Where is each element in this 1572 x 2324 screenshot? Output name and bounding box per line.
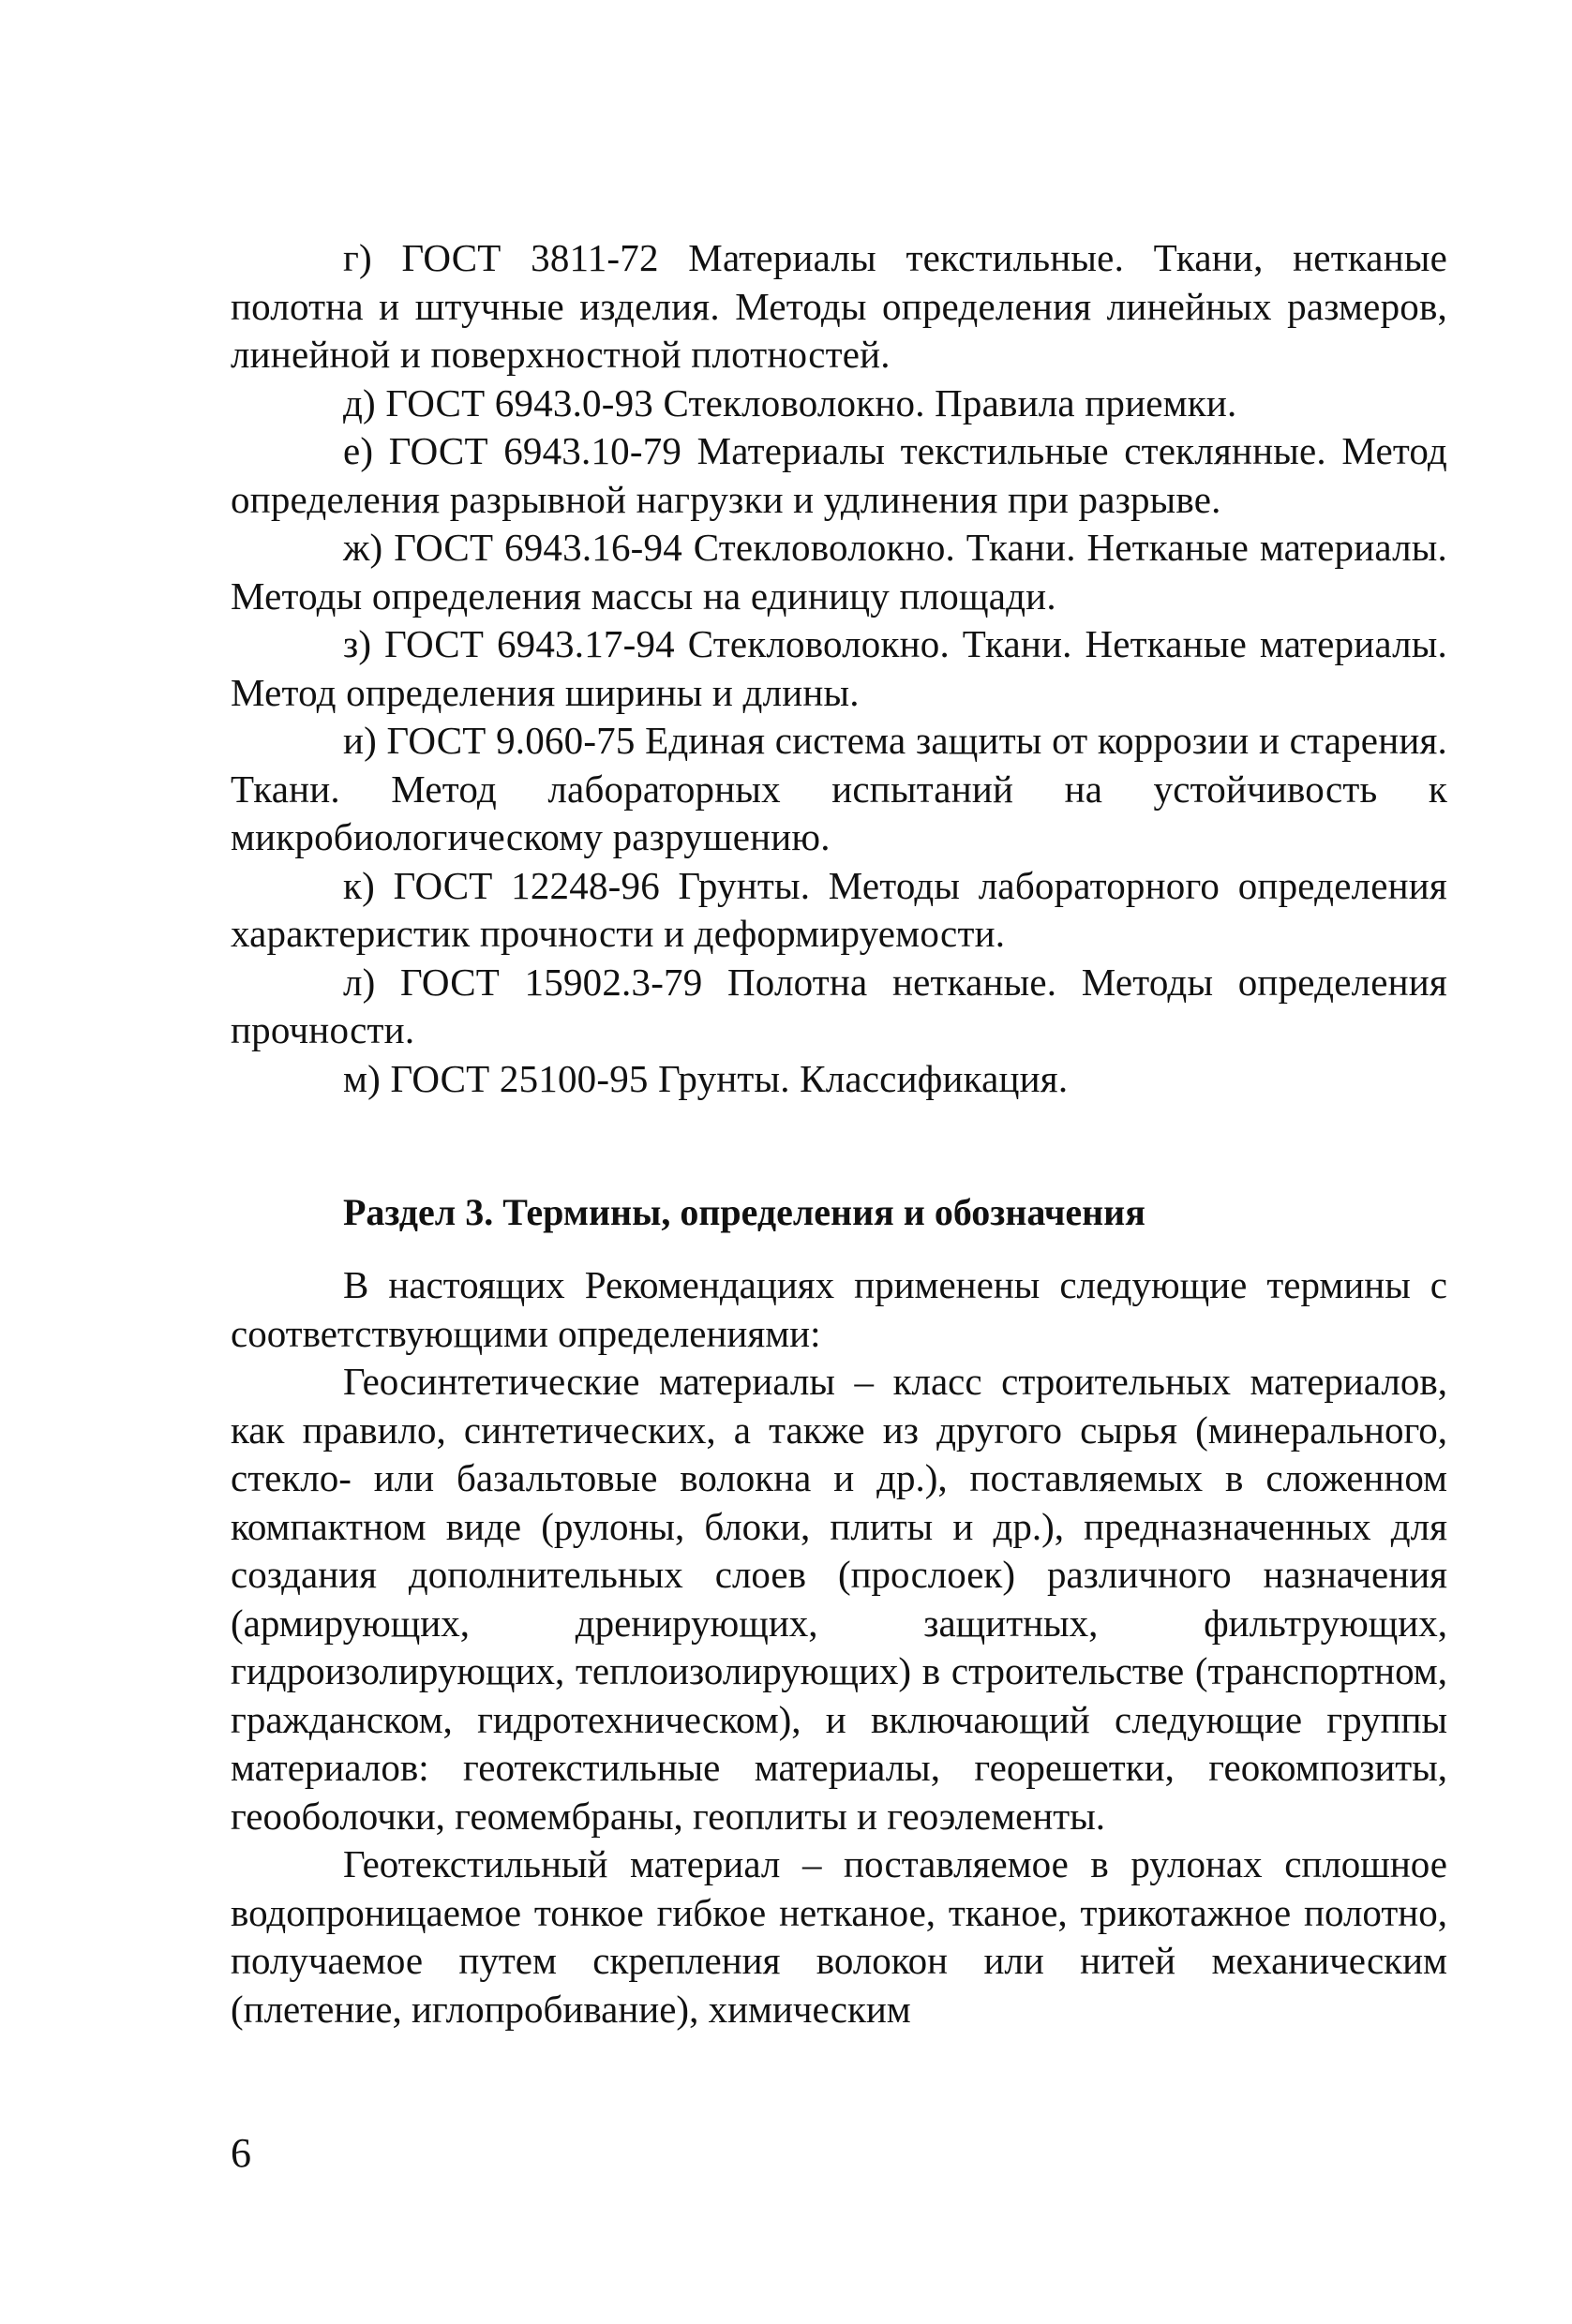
- reference-item-d: д) ГОСТ 6943.0-93 Стекловолокно. Правила приемки.: [343, 380, 1237, 425]
- section-title: Раздел 3. Термины, определения и обозначения: [343, 1191, 1145, 1233]
- gost-reference-list: [231, 234, 1447, 1103]
- reference-item-e: е) ГОСТ 6943.10-79 Материалы текстильные стеклянные. Метод определения разрывной нагрузки и удлинения при разрыве.: [231, 429, 1447, 521]
- reference-item-i: и) ГОСТ 9.060-75 Единая система защиты от коррозии и старения. Ткани. Метод лабораторных испытаний на устойчивость к микробиологическому разрушению.: [231, 719, 1447, 858]
- section-body: [231, 1261, 1447, 2034]
- reference-item-z: з) ГОСТ 6943.17-94 Стекловолокно. Ткани. Нетканые материалы. Метод определения ширины и длины.: [231, 622, 1447, 714]
- reference-item-m: м) ГОСТ 25100-95 Грунты. Классификация.: [343, 1056, 1069, 1100]
- reference-item-k: к) ГОСТ 12248-96 Грунты. Методы лабораторного определения характеристик прочности и деформируемости.: [231, 863, 1447, 955]
- intro-paragraph: В настоящих Рекомендациях применены следующие термины с соответствующими определениями:: [231, 1263, 1447, 1355]
- reference-item-zh: ж) ГОСТ 6943.16-94 Стекловолокно. Ткани. Нетканые материалы. Методы определения массы на единицу площади.: [231, 526, 1447, 618]
- page-number: 6: [231, 2130, 251, 2176]
- reference-item-g: г) ГОСТ 3811-72 Материалы текстильные. Ткани, нетканые полотна и штучные изделия. Методы определения линейных размеров, линейной и поверхностной плотностей.: [231, 236, 1447, 376]
- reference-item-l: л) ГОСТ 15902.3-79 Полотна нетканые. Методы определения прочности.: [231, 960, 1447, 1051]
- definition-geosynthetic: Геосинтетические материалы – класс строительных материалов, как правило, синтетических, а также из другого сырья (минерального, стекло- или базальтовые волокна и др.), поставляемых в сложенном компактном виде (рулоны, блоки, плиты и др.), предназначенных для создания дополнительных слоев (прослоек) различного назначения (армирующих, дренирующих, защитных, фильтрующих, гидроизолирующих, теплоизолирующих) в строительстве (транспортном, гражданском, гидротехническом), и включающий следующие группы материалов: геотекстильные материалы, георешетки, геокомпозиты, геооболочки, геомембраны, геоплиты и геоэлементы.: [231, 1360, 1447, 1838]
- definition-geotextile: Геотекстильный материал – поставляемое в рулонах сплошное водопроницаемое тонкое гибкое нетканое, тканое, трикотажное полотно, получаемое путем скрепления волокон или нитей механическим (плетение, иглопробивание), химическим: [231, 1842, 1447, 2031]
